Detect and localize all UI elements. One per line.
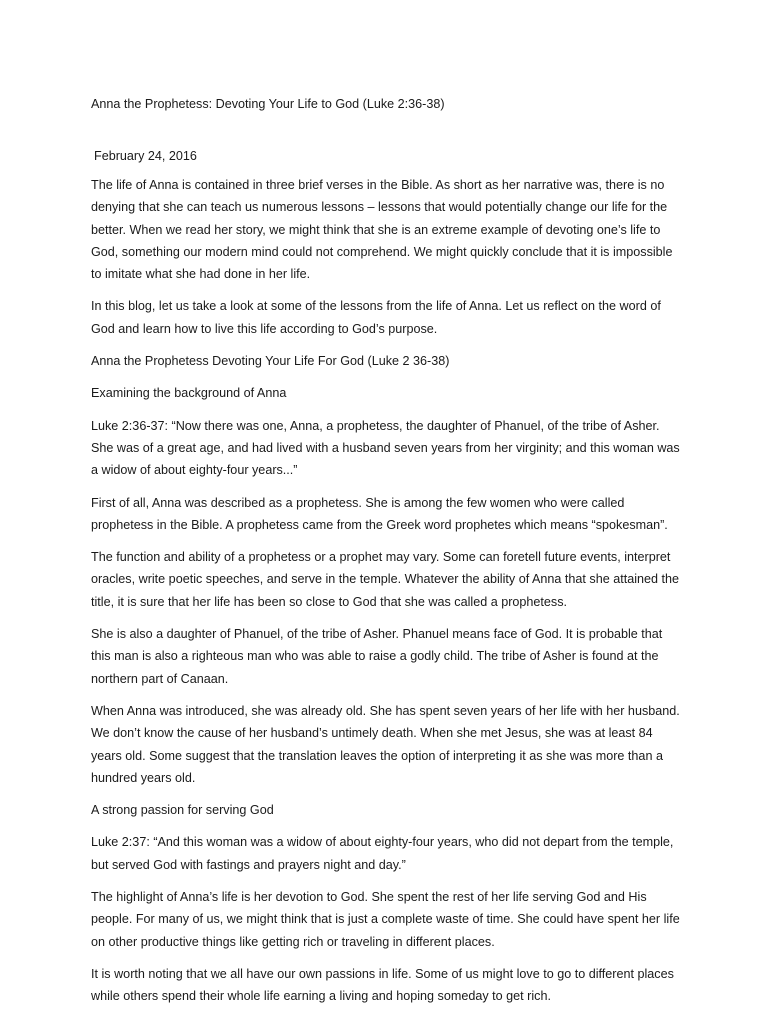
section-heading: A strong passion for serving God [91,803,274,818]
document-title: Anna the Prophetess: Devoting Your Life to God (Luke 2:36-38) [91,97,445,111]
paragraph: She is also a daughter of Phanuel, of the tribe of Asher. Phanuel means face of God. It is probable that this man is also a righteous man who was able to raise a godly child. The tribe of Asher is found at the northern part of Canaan. [91,627,663,686]
scripture-quote: Luke 2:36-37: “Now there was one, Anna, a prophetess, the daughter of Phanuel, of the tribe of Asher. She was of a great age, and had lived with a husband seven years from her virginity; and this woman was a widow of about eighty-four years...” [91,418,680,478]
paragraph-blog-purpose: In this blog, let us take a look at some of the lessons from the life of Anna. Let us reflect on the word of God and learn how to live this life according to God’s purpose. [91,299,661,336]
post-date: February 24, 2016 [94,149,197,163]
paragraph: When Anna was introduced, she was already old. She has spent seven years of her life with her husband. We don’t know the cause of her husband’s untimely death. When she met Jesus, she was at least 84 years old. Some suggest that the translation leaves the option of interpreting it as she was more than a hundred years old. [91,703,680,785]
paragraph: First of all, Anna was described as a prophetess. She is among the few women who were called prophetess in the Bible. A prophetess came from the Greek word prophetes which means “spokesman”. [91,495,668,532]
section-heading: Anna the Prophetess Devoting Your Life For God (Luke 2 36-38) [91,354,450,369]
paragraph: The highlight of Anna’s life is her devotion to God. She spent the rest of her life serving God and His people. For many of us, we might think that is just a complete waste of time. She could have spent her life on other productive things like getting rich or traveling in different places. [91,890,680,949]
paragraph: The function and ability of a prophetess or a prophet may vary. Some can foretell future events, interpret oracles, write poetic speeches, and serve in the temple. Whatever the ability of Anna that she attained the title, it is sure that her life has been so close to God that she was called a prophetess. [91,550,680,609]
paragraph: It is worth noting that we all have our own passions in life. Some of us might love to go to different places while others spend their whole life earning a living and hoping someday to get rich. [91,966,674,1004]
scripture-quote: Luke 2:37: “And this woman was a widow of about eighty-four years, who did not depart from the temple, but served God with fastings and prayers night and day.” [91,835,674,872]
document-body [91,95,685,1008]
paragraph-intro: The life of Anna is contained in three brief verses in the Bible. As short as her narrative was, there is no denying that she can teach us numerous lessons – lessons that would potentially change our life for the better. When we read her story, we might think that she is an extreme example of devoting one’s life to God, something our modern mind could not comprehend. We might quickly conclude that it is impossible to imitate what she had done in her life. [91,178,673,282]
section-heading: Examining the background of Anna [91,386,287,401]
